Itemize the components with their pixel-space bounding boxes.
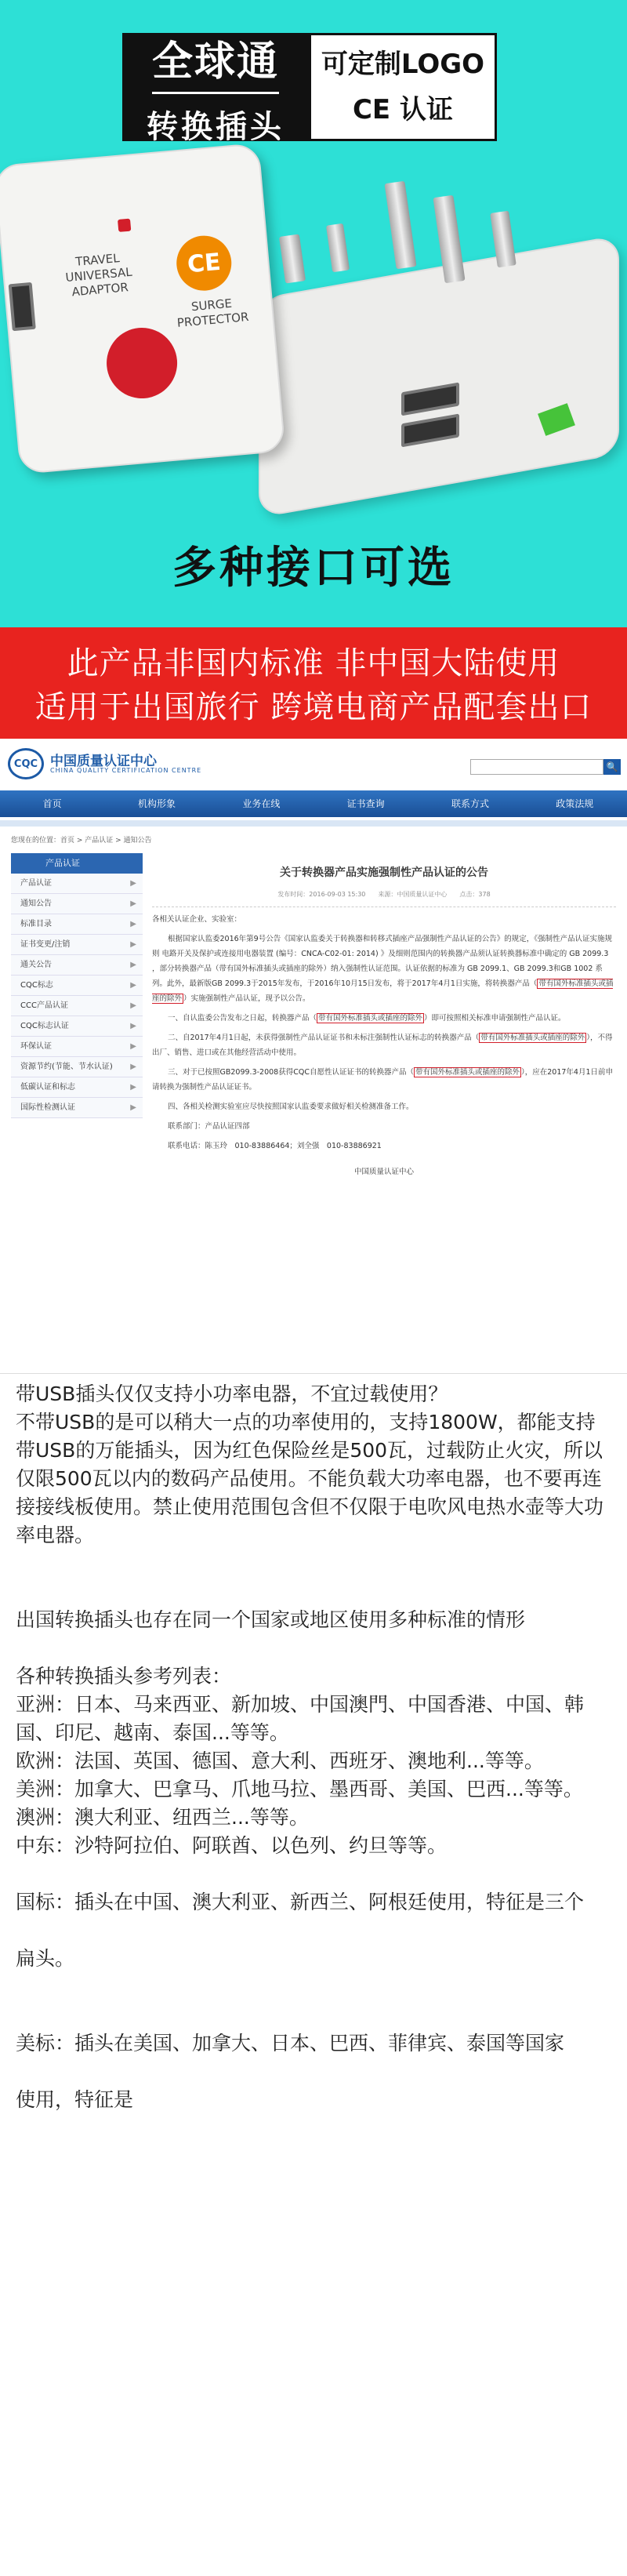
text-line: 使用，特征是 <box>16 2088 134 2111</box>
spacer <box>16 1860 611 1888</box>
text-line: 国标：插头在中国、澳大利亚、新西兰、阿根廷使用，特征是三个 <box>16 1891 585 1913</box>
sidebar-item-label: 标准目录 <box>20 920 52 928</box>
chevron-right-icon: ▶ <box>130 920 136 928</box>
site-subtitle: CHINA QUALITY CERTIFICATION CENTRE <box>50 767 202 774</box>
spacer <box>16 1578 611 1606</box>
sidebar-item[interactable] <box>11 1016 143 1037</box>
sidebar-item-label: 低碳认证和标志 <box>20 1083 75 1092</box>
hero-banner <box>0 0 627 627</box>
article-meta: 发布时间：2016-09-03 15:30 来源：中国质量认证中心 点击：378 <box>152 887 616 907</box>
sidebar-head: 产品认证 <box>11 853 143 874</box>
announcement-article <box>152 853 616 1179</box>
article-paragraph <box>152 1011 616 1026</box>
hero-caption: 多种接口可选 <box>172 543 455 594</box>
notice-line1: 此产品非国内标准 非中国大陆使用 <box>67 645 560 681</box>
article-text: ）即可按照相关标准申请强制性产品认证。 <box>424 1014 566 1023</box>
nav-item-policy[interactable]: 政策法规 <box>556 798 594 809</box>
text-line: 美洲：加拿大、巴拿马、爪地马拉、墨西哥、美国、巴西...等等。 <box>16 1778 583 1800</box>
sidebar-item[interactable] <box>11 1037 143 1057</box>
usb-port-icon <box>9 282 36 331</box>
text-line: 欧洲：法国、英国、德国、意大利、西班牙、澳地利...等等。 <box>16 1749 544 1772</box>
hero-tag-logo: 可定制LOGO <box>321 49 485 80</box>
chevron-right-icon: ▶ <box>130 1022 136 1030</box>
sidebar-item[interactable] <box>11 1098 143 1118</box>
highlight-box: 带有国外标准插头或插座的除外 <box>318 1014 423 1023</box>
article-text: 三、对于已按照GB2099.3-2008获得CQC自愿性认证证书的转换器产品（ <box>168 1068 414 1077</box>
highlight-box: 带有国外标准插头或插座的除外 <box>415 1068 520 1077</box>
site-banner-strip <box>0 820 627 827</box>
article-paragraph <box>152 1065 616 1095</box>
chevron-right-icon: ▶ <box>130 1083 136 1092</box>
text-line: 中东：沙特阿拉伯、阿联酋、以色列、约旦等等。 <box>16 1834 448 1857</box>
highlight-box: 带有国外标准插头或插座的除外 <box>152 979 614 1003</box>
sidebar-item[interactable] <box>11 874 143 894</box>
spacer <box>16 2058 611 2086</box>
article-paragraph <box>152 1030 616 1060</box>
notice-line2: 适用于出国旅行 跨境电商产品配套出口 <box>34 689 593 725</box>
article-text: ）实施强制性产品认证，现予以公告。 <box>183 994 310 1003</box>
text-line: 带USB的万能插头，因为红色保险丝是500瓦，过载防止火灾，所以仅限500瓦以内的数码产品使用。不能负载大功率电器，也不要再连接接线板使用。禁止使用范围包含但不仅限于电吹风电热水壶等大功率电器。 <box>16 1439 604 1546</box>
site-header <box>0 745 627 792</box>
indicator-light-icon <box>118 219 131 232</box>
article-text: 一、自认监委公告发布之日起，转换器产品（ <box>168 1014 317 1023</box>
description-text <box>16 1380 611 2114</box>
chevron-right-icon: ▶ <box>130 1103 136 1112</box>
chevron-right-icon: ▶ <box>130 1001 136 1010</box>
plug-prong-icon <box>279 234 306 283</box>
adaptor-label-left: TRAVEL UNIVERSAL ADAPTOR <box>64 251 133 300</box>
chevron-right-icon: ▶ <box>130 940 136 949</box>
sidebar-item[interactable] <box>11 1077 143 1098</box>
sidebar-item[interactable] <box>11 955 143 976</box>
sidebar-item-label: CCC产品认证 <box>20 1001 68 1010</box>
sidebar-item[interactable] <box>11 935 143 955</box>
adaptor-product-back <box>259 234 619 518</box>
sidebar-item-label: CQC标志 <box>20 981 53 990</box>
adaptor-label-right: SURGE PROTECTOR <box>176 296 250 330</box>
sidebar-item[interactable] <box>11 914 143 935</box>
text-line: 出国转换插头也存在同一个国家或地区使用多种标准的情形 <box>16 1608 526 1631</box>
highlight-box: 带有国外标准插头或插座的除外 <box>480 1034 585 1042</box>
socket-icon <box>103 325 180 401</box>
text-line: 澳洲：澳大利亚、纽西兰...等等。 <box>16 1806 309 1829</box>
usb-port-icon <box>401 413 459 447</box>
article-paragraph: 四、各相关检测实验室应尽快按照国家认监委要求做好相关检测准备工作。 <box>168 1103 414 1111</box>
spacer <box>16 1917 611 1945</box>
nav-item-contact[interactable]: 联系方式 <box>451 798 489 809</box>
sidebar-item-label: 资源节约(节能、节水认证) <box>20 1063 113 1071</box>
hero-tag-line1: 全球通 <box>152 28 279 94</box>
text-line: 各种转换插头参考列表： <box>16 1665 232 1688</box>
article-paragraph <box>152 932 616 1006</box>
chevron-right-icon: ▶ <box>130 1063 136 1071</box>
article-signature: 中国质量认证中心 <box>353 1168 414 1176</box>
nav-item-business[interactable]: 业务在线 <box>242 798 281 809</box>
text-line: 带USB插头仅仅支持小功率电器，不宜过载使用？ <box>16 1382 448 1405</box>
text-line: 亚洲：日本、马来西亚、新加坡、中国澳門、中国香港、中国、韩国、印尼、越南、泰国...等等。 <box>16 1693 585 1744</box>
sidebar-item-label: 通关公告 <box>20 961 52 969</box>
cqc-logo: CQC <box>8 748 44 779</box>
sidebar-item-label: 通知公告 <box>20 899 52 908</box>
sidebar-item[interactable] <box>11 996 143 1016</box>
sidebar-item[interactable] <box>11 1057 143 1077</box>
notice-banner <box>0 627 627 739</box>
sidebar-item[interactable] <box>11 894 143 914</box>
usb-port-icon <box>401 382 459 416</box>
chevron-right-icon: ▶ <box>130 961 136 969</box>
sidebar-item-label: 国际性检测认证 <box>20 1103 75 1112</box>
plug-prong-icon <box>326 223 350 272</box>
hero-tag-logo-ce <box>309 33 497 141</box>
hero-tag-global <box>122 33 309 145</box>
plug-prong-icon <box>384 181 416 270</box>
chevron-right-icon: ▶ <box>130 1042 136 1051</box>
article-contact-phone: 联系电话：陈玉玲 010-83886464；刘全强 010-83886921 <box>168 1142 382 1150</box>
article-text: ），应在2017年4月1日前申请转换为强制性产品认证证书。 <box>152 1068 614 1092</box>
spacer <box>16 2001 611 2029</box>
nav-item-about[interactable]: 机构形象 <box>137 798 176 809</box>
chevron-right-icon: ▶ <box>130 981 136 990</box>
article-greeting: 各相关认证企业、实验室： <box>152 915 242 924</box>
site-title: 中国质量认证中心 <box>50 754 157 769</box>
spacer <box>16 1973 611 2001</box>
spacer <box>16 1550 611 1578</box>
hero-tag-ce: CE 认证 <box>352 94 453 125</box>
site-search-input[interactable] <box>470 759 603 775</box>
site-sidebar <box>11 853 143 1118</box>
article-text: ），不得出厂、销售、进口或在其他经营活动中使用。 <box>152 1034 613 1057</box>
breadcrumb: 您现在的位置：首页 > 产品认证 > 通知公告 <box>11 837 152 845</box>
sidebar-item-label: 证书变更/注销 <box>20 940 71 949</box>
adaptor-product-front <box>0 143 286 474</box>
text-line: 扁头。 <box>16 1947 75 1970</box>
article-text: 根据国家认监委2016年第9号公告《国家认监委关于转换器和转移式插座产品强制性产品认证的公告》的规定，《强制性产品认证实施规则 电路开关及保护或连接用电器装置 (编号：CNCA-C02-01: 2014) 》及细则范围内的转换器产品须认证转换器标准中确定的 GB 2099.3 ，部分转换器产品（带有国外标准插头或插座的除外）纳入强制性认证范围。认证依据的标准为 GB 2099.1、GB 2099.3和GB 1002 系列。此外，最新版GB 2099.3于2015年发布，于2016年10月15日发布，将于2017年4月1日实施，将转换器产品（ <box>152 935 612 988</box>
nav-item-home[interactable]: 首页 <box>42 798 62 809</box>
hero-tag-line2: 转换插头 <box>147 108 285 145</box>
chevron-right-icon: ▶ <box>130 879 136 888</box>
article-title: 关于转换器产品实施强制性产品认证的公告 <box>280 867 488 879</box>
cqc-website-screenshot <box>0 739 627 1374</box>
sidebar-item-label: 产品认证 <box>20 879 52 888</box>
search-icon[interactable]: 🔍 <box>603 759 621 775</box>
sidebar-item-label: 环保认证 <box>20 1042 52 1051</box>
article-contact: 联系部门：产品认证四部 <box>168 1122 250 1131</box>
sidebar-item-label: CQC标志认证 <box>20 1022 69 1030</box>
site-nav <box>0 790 627 817</box>
text-line: 不带USB的是可以稍大一点的功率使用的，支持1800W，都能支持 <box>16 1411 596 1433</box>
ce-mark-icon: CE <box>174 234 234 293</box>
article-text: 二、自2017年4月1日起，未获得强制性产品认证证书和未标注强制性认证标志的转换器产品（ <box>168 1034 480 1042</box>
chevron-right-icon: ▶ <box>130 899 136 908</box>
nav-item-certificate[interactable]: 证书查询 <box>346 798 385 809</box>
text-line: 美标：插头在美国、加拿大、日本、巴西、菲律宾、泰国等国家 <box>16 2032 565 2055</box>
spacer <box>16 1634 611 1662</box>
sidebar-item[interactable] <box>11 976 143 996</box>
